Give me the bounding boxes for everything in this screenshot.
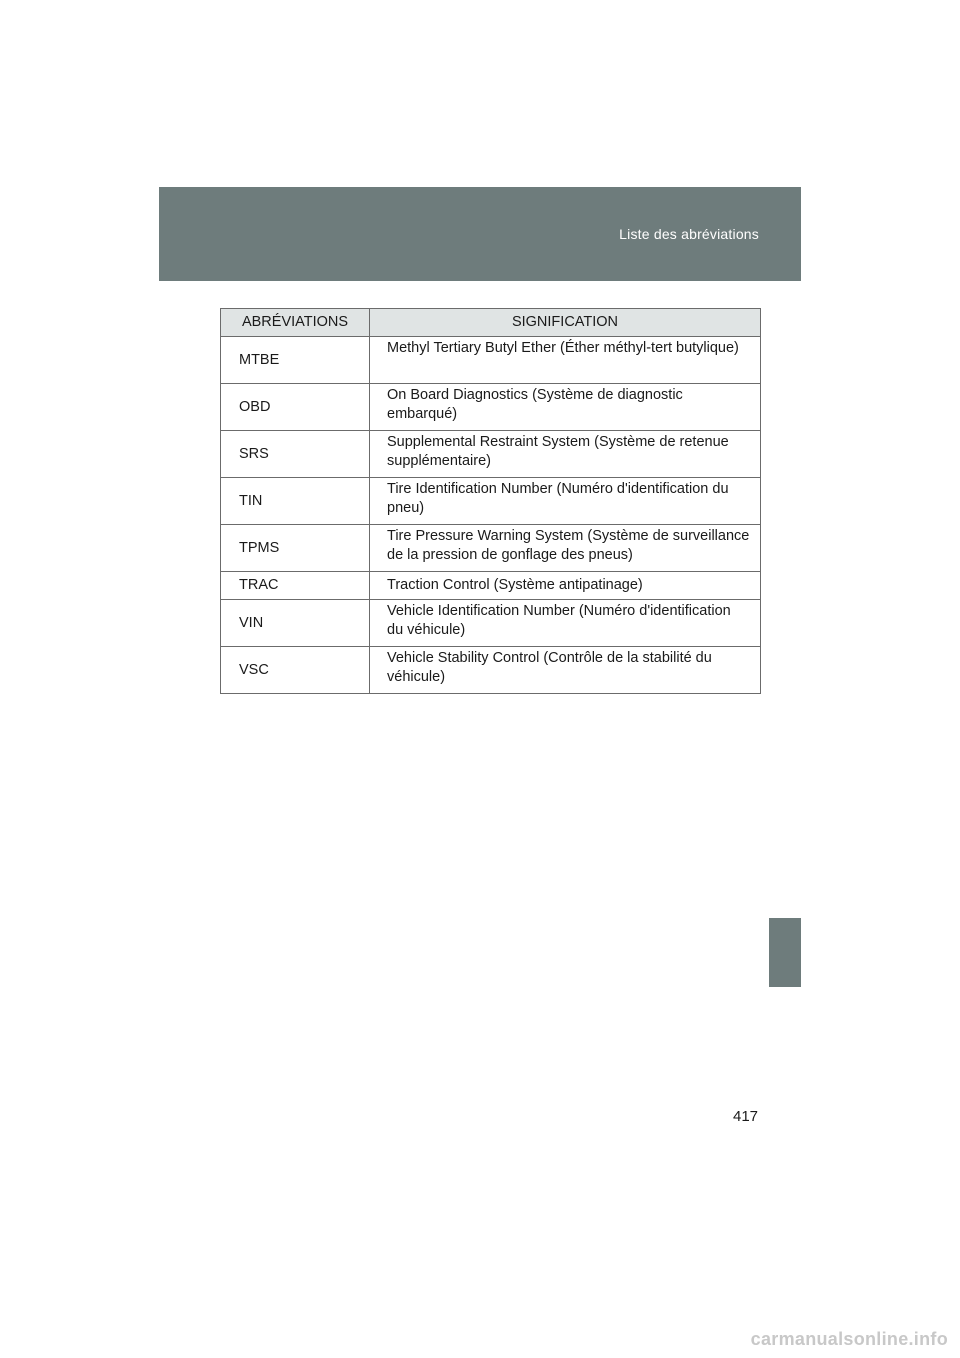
table-row <box>221 431 761 478</box>
table-row <box>221 600 761 647</box>
table-header-row <box>221 309 761 337</box>
abbreviation-cell: SRS <box>221 431 370 478</box>
abbreviation-cell: VIN <box>221 600 370 647</box>
table-row <box>221 384 761 431</box>
table-row <box>221 337 761 384</box>
abbreviations-table <box>220 308 761 694</box>
meaning-cell: Tire Pressure Warning System (Système de surveillance de la pression de gonflage des pneus) <box>370 525 761 572</box>
meaning-cell: Traction Control (Système antipatinage) <box>370 572 761 600</box>
abbreviation-cell: OBD <box>221 384 370 431</box>
column-header-abbreviations: ABRÉVIATIONS <box>221 309 370 337</box>
abbreviation-cell: TIN <box>221 478 370 525</box>
meaning-cell: Tire Identification Number (Numéro d'identification du pneu) <box>370 478 761 525</box>
meaning-cell: Supplemental Restraint System (Système de retenue supplémentaire) <box>370 431 761 478</box>
abbreviation-cell: TRAC <box>221 572 370 600</box>
table-row <box>221 525 761 572</box>
table-row <box>221 572 761 600</box>
table-row <box>221 647 761 694</box>
meaning-cell: Methyl Tertiary Butyl Ether (Éther méthyl-tert butylique) <box>370 337 761 384</box>
meaning-cell: On Board Diagnostics (Système de diagnostic embarqué) <box>370 384 761 431</box>
abbreviation-cell: VSC <box>221 647 370 694</box>
abbreviation-cell: TPMS <box>221 525 370 572</box>
chapter-title: Liste des abréviations <box>619 226 759 242</box>
table-row <box>221 478 761 525</box>
column-header-signification: SIGNIFICATION <box>370 309 761 337</box>
chapter-header-band <box>159 187 801 281</box>
meaning-cell: Vehicle Identification Number (Numéro d'identification du véhicule) <box>370 600 761 647</box>
meaning-cell: Vehicle Stability Control (Contrôle de la stabilité du véhicule) <box>370 647 761 694</box>
page-number: 417 <box>733 1108 759 1125</box>
chapter-side-tab <box>769 918 801 987</box>
abbreviation-cell: MTBE <box>221 337 370 384</box>
watermark-text: carmanualsonline.info <box>750 1329 948 1349</box>
